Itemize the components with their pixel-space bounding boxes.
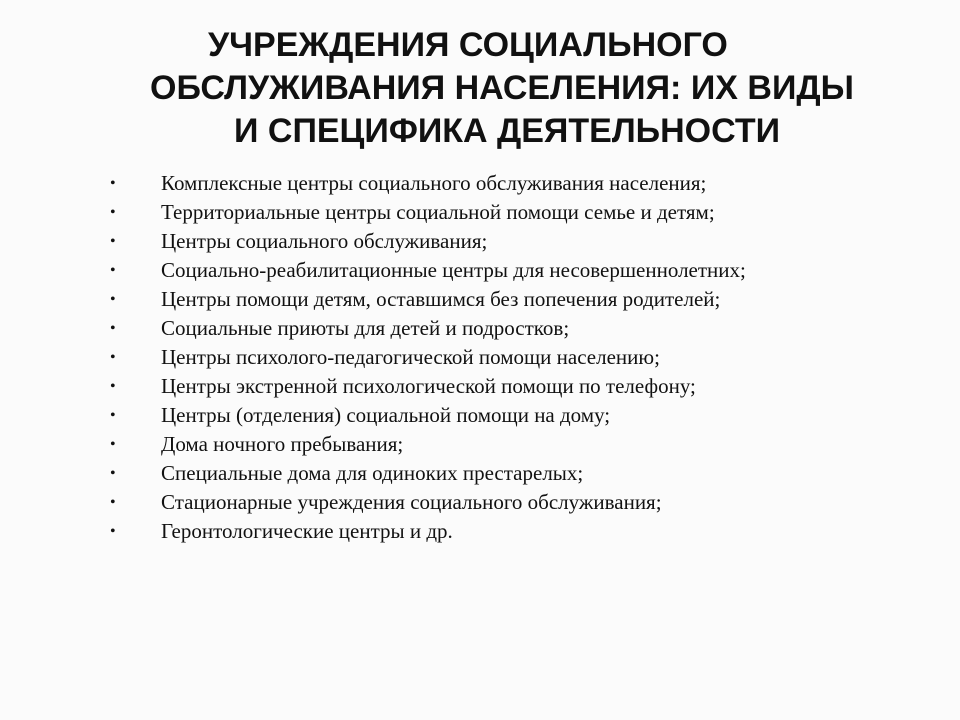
- list-item-text: Специальные дома для одиноких престарелых;: [161, 461, 584, 485]
- slide-title: [0, 24, 960, 153]
- bullet-icon: •: [110, 262, 116, 279]
- list-item-text: Центры (отделения) социальной помощи на дому;: [161, 403, 611, 427]
- bullet-icon: •: [110, 204, 116, 221]
- bullet-icon: •: [110, 349, 116, 366]
- list-item: [0, 372, 960, 401]
- list-item: [0, 430, 960, 459]
- list-item-text: Социально-реабилитационные центры для несовершеннолетних;: [161, 258, 746, 282]
- list-item: [0, 459, 960, 488]
- bullet-icon: •: [110, 320, 116, 337]
- list-item-text: Центры психолого-педагогической помощи населению;: [161, 345, 660, 369]
- bullet-icon: •: [110, 291, 116, 308]
- list-item: [0, 198, 960, 227]
- bullet-icon: •: [110, 465, 116, 482]
- list-item-text: Геронтологические центры и др.: [161, 519, 453, 543]
- list-item-text: Территориальные центры социальной помощи семье и детям;: [161, 200, 715, 224]
- institution-list: [0, 169, 960, 546]
- title-line-2: ОБСЛУЖИВАНИЯ НАСЕЛЕНИЯ: ИХ ВИДЫ: [150, 69, 854, 107]
- title-line-1: УЧРЕЖДЕНИЯ СОЦИАЛЬНОГО: [208, 26, 728, 64]
- list-item: [0, 256, 960, 285]
- list-item: [0, 227, 960, 256]
- list-item: [0, 285, 960, 314]
- list-item: [0, 517, 960, 546]
- bullet-icon: •: [110, 175, 116, 192]
- list-item: [0, 314, 960, 343]
- list-item: [0, 343, 960, 372]
- list-item-text: Комплексные центры социального обслуживания населения;: [161, 171, 707, 195]
- list-item-text: Центры экстренной психологической помощи по телефону;: [161, 374, 696, 398]
- list-item-text: Стационарные учреждения социального обслуживания;: [161, 490, 662, 514]
- bullet-icon: •: [110, 494, 116, 511]
- list-item-text: Центры социального обслуживания;: [161, 229, 488, 253]
- bullet-icon: •: [110, 407, 116, 424]
- list-item-text: Центры помощи детям, оставшимся без попечения родителей;: [161, 287, 721, 311]
- list-item: [0, 488, 960, 517]
- bullet-icon: •: [110, 233, 116, 250]
- list-item: [0, 401, 960, 430]
- bullet-icon: •: [110, 436, 116, 453]
- list-item: [0, 169, 960, 198]
- title-line-3: И СПЕЦИФИКА ДЕЯТЕЛЬНОСТИ: [234, 112, 781, 150]
- list-item-text: Дома ночного пребывания;: [161, 432, 404, 456]
- bullet-icon: •: [110, 523, 116, 540]
- list-item-text: Социальные приюты для детей и подростков;: [161, 316, 570, 340]
- bullet-icon: •: [110, 378, 116, 395]
